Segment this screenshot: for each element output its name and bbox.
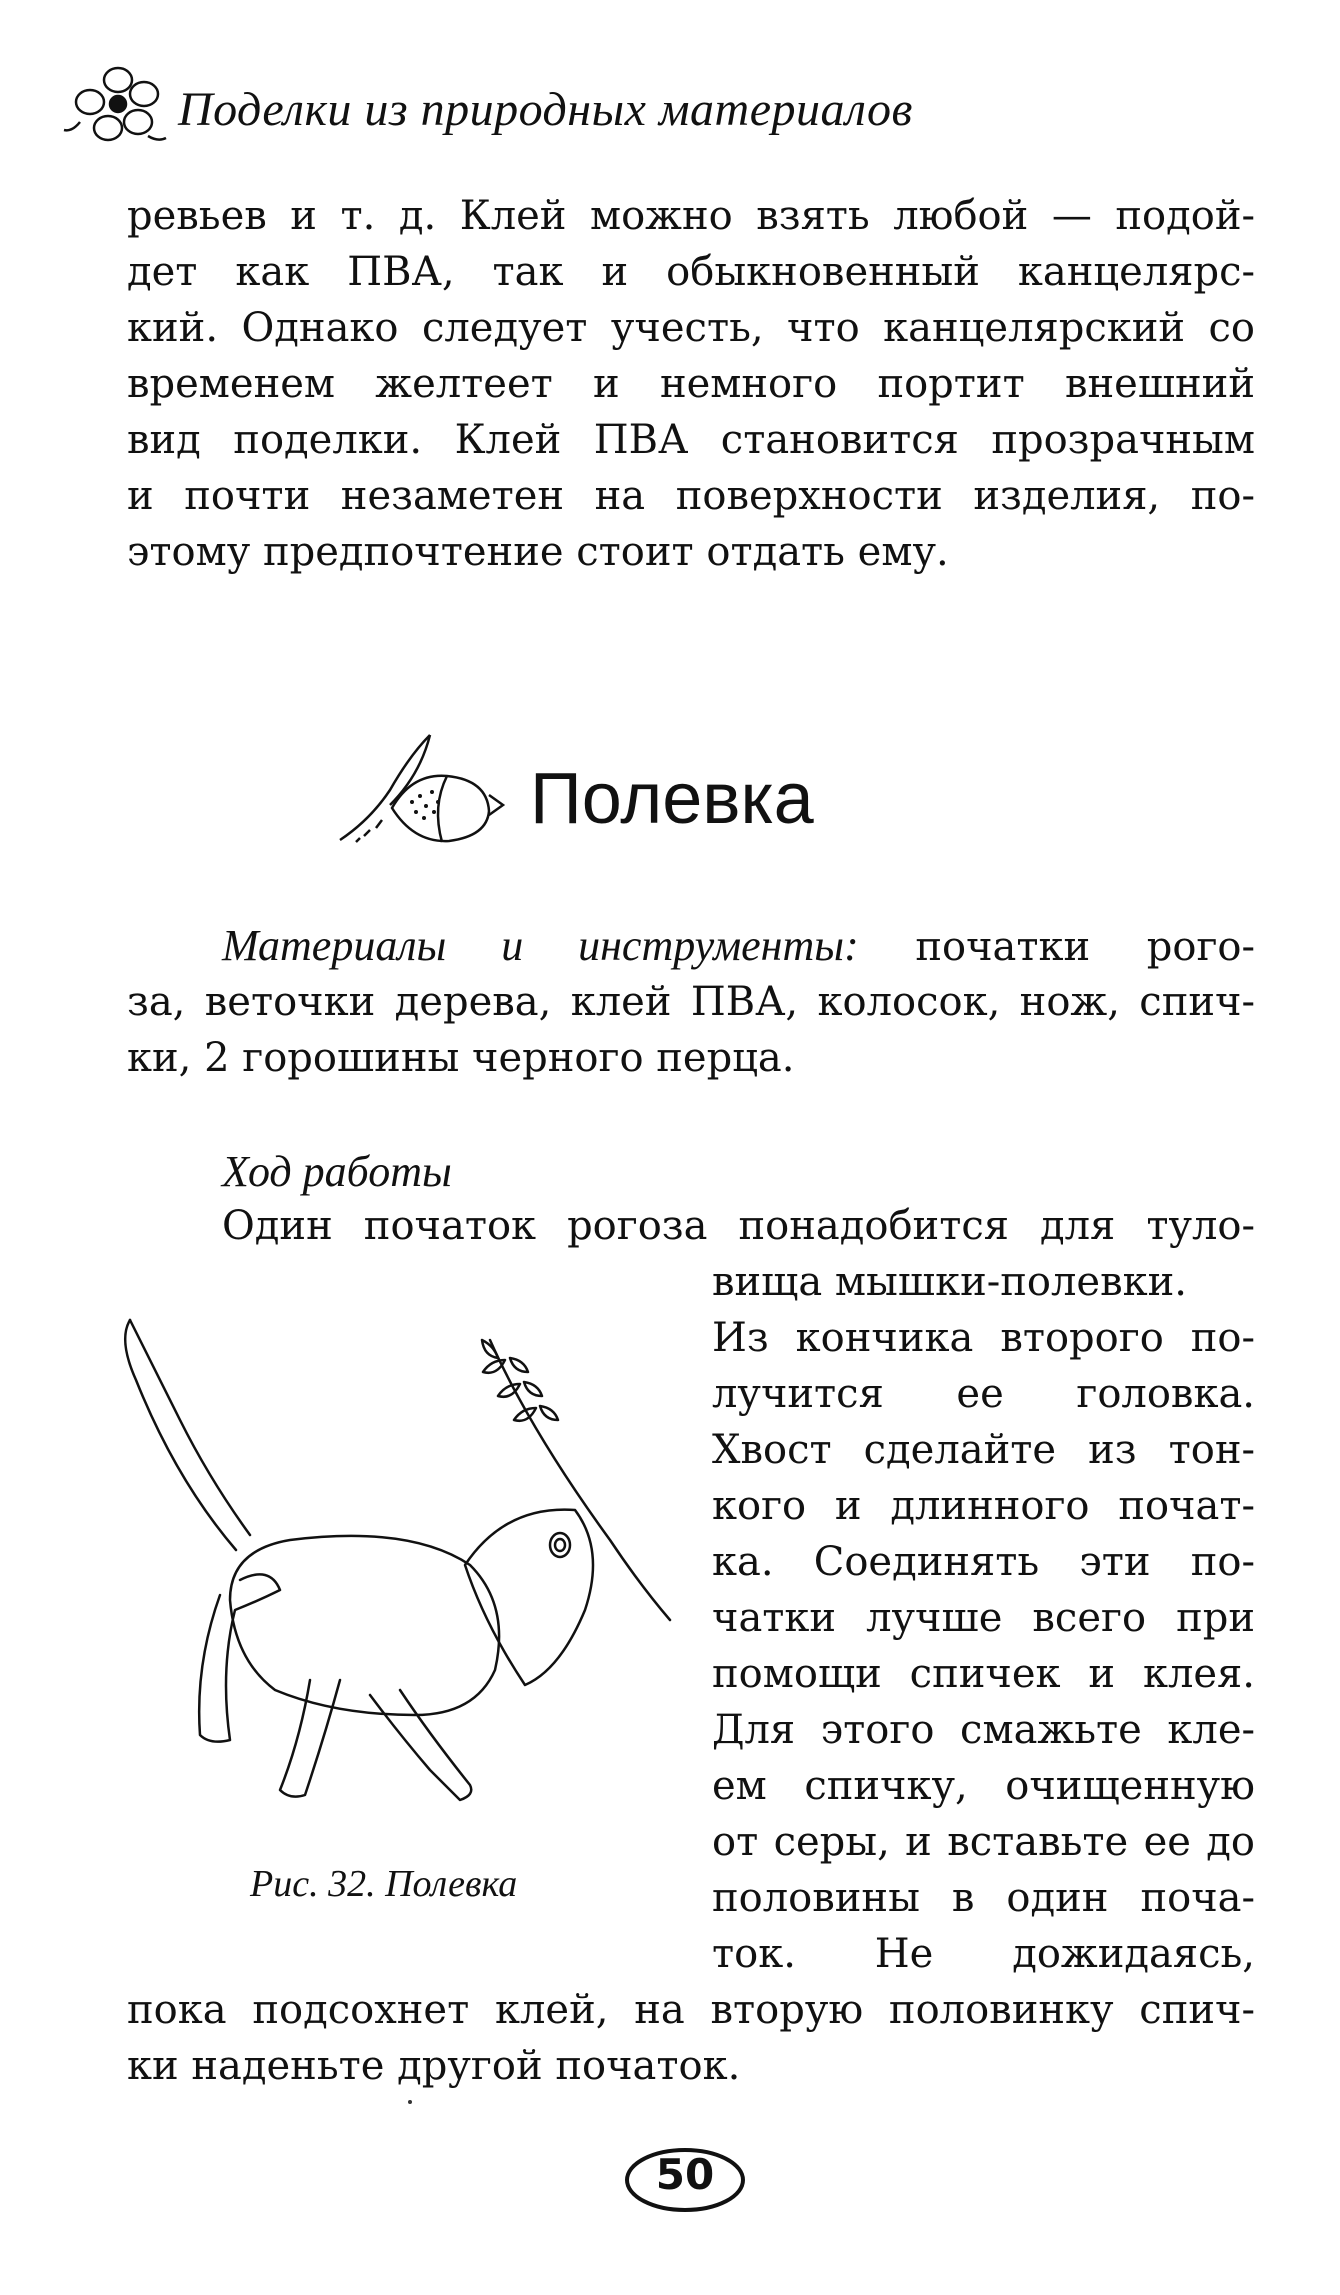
materials-line (222, 918, 1255, 974)
text-line: Из кончика второго по- (712, 1315, 1255, 1361)
text-line: ки наденьте другой початок. (127, 2043, 741, 2089)
text-line: временем желтеет и немного портит внешний (127, 361, 1255, 407)
flower-icon (60, 62, 180, 152)
text-line: чатки лучше всего при (712, 1595, 1255, 1641)
wheat-stem (490, 1340, 670, 1620)
text-line: вища мышки-полевки. (712, 1259, 1187, 1305)
running-header (60, 62, 1280, 152)
mouse-tail (125, 1320, 236, 1550)
text-line: ток. Не дожидаясь, (712, 1931, 1255, 1977)
page-number-text: 50 (655, 2150, 715, 2199)
text-line: Хвост сделайте из тон- (712, 1427, 1255, 1473)
running-title: Поделки из природных материалов (178, 83, 913, 136)
text-line: Для этого смажьте кле- (712, 1707, 1255, 1753)
page-number (620, 2140, 750, 2220)
text-line: и почти незаметен на поверхности изделия, по- (127, 473, 1255, 519)
text-line: ки, 2 горошины черного перца. (127, 1035, 795, 1081)
text-line: кого и длинного почат- (712, 1483, 1255, 1529)
mouse-hind-leg (280, 1680, 340, 1797)
mouse-head (465, 1510, 593, 1685)
speck (408, 2100, 412, 2104)
text-line: ем спичку, очищенную (712, 1763, 1255, 1809)
text-line: от серы, и вставьте ее до (712, 1819, 1255, 1865)
text-line: за, веточки дерева, клей ПВА, колосок, нож, спич- (127, 979, 1255, 1025)
text-line: пока подсохнет клей, на вторую половинку спич- (127, 1987, 1255, 2033)
figure-caption: Рис. 32. Полевка (250, 1863, 518, 1905)
text-line: ревьев и т. д. Клей можно взять любой — подой- (127, 193, 1255, 239)
materials-text: початки рого- (858, 924, 1255, 970)
text-line: вид поделки. Клей ПВА становится прозрачным (127, 417, 1255, 463)
text-line: половины в один поча- (712, 1875, 1255, 1921)
text-line: дет как ПВА, так и обыкновенный канцелярс- (127, 249, 1255, 295)
text-line: Один початок рогоза понадобится для туло- (222, 1203, 1255, 1249)
work-heading: Ход работы (222, 1147, 452, 1196)
acorn-icon (330, 720, 510, 850)
text-line: ка. Соединять эти по- (712, 1539, 1255, 1585)
text-line: кий. Однако следует учесть, что канцелярский со (127, 305, 1255, 351)
text-line: помощи спичек и клея. (712, 1651, 1255, 1697)
section-heading (330, 710, 890, 860)
field-mouse-drawing (110, 1300, 690, 1820)
mouse-hind-leg (370, 1690, 471, 1800)
materials-label: Материалы и инструменты: (222, 921, 859, 970)
mouse-body (230, 1536, 499, 1715)
text-line: лучится ее головка. (712, 1371, 1255, 1417)
text-line: этому предпочтение стоит отдать ему. (127, 529, 949, 575)
section-title: Полевка (530, 759, 814, 839)
mouse-front-leg (199, 1574, 280, 1741)
